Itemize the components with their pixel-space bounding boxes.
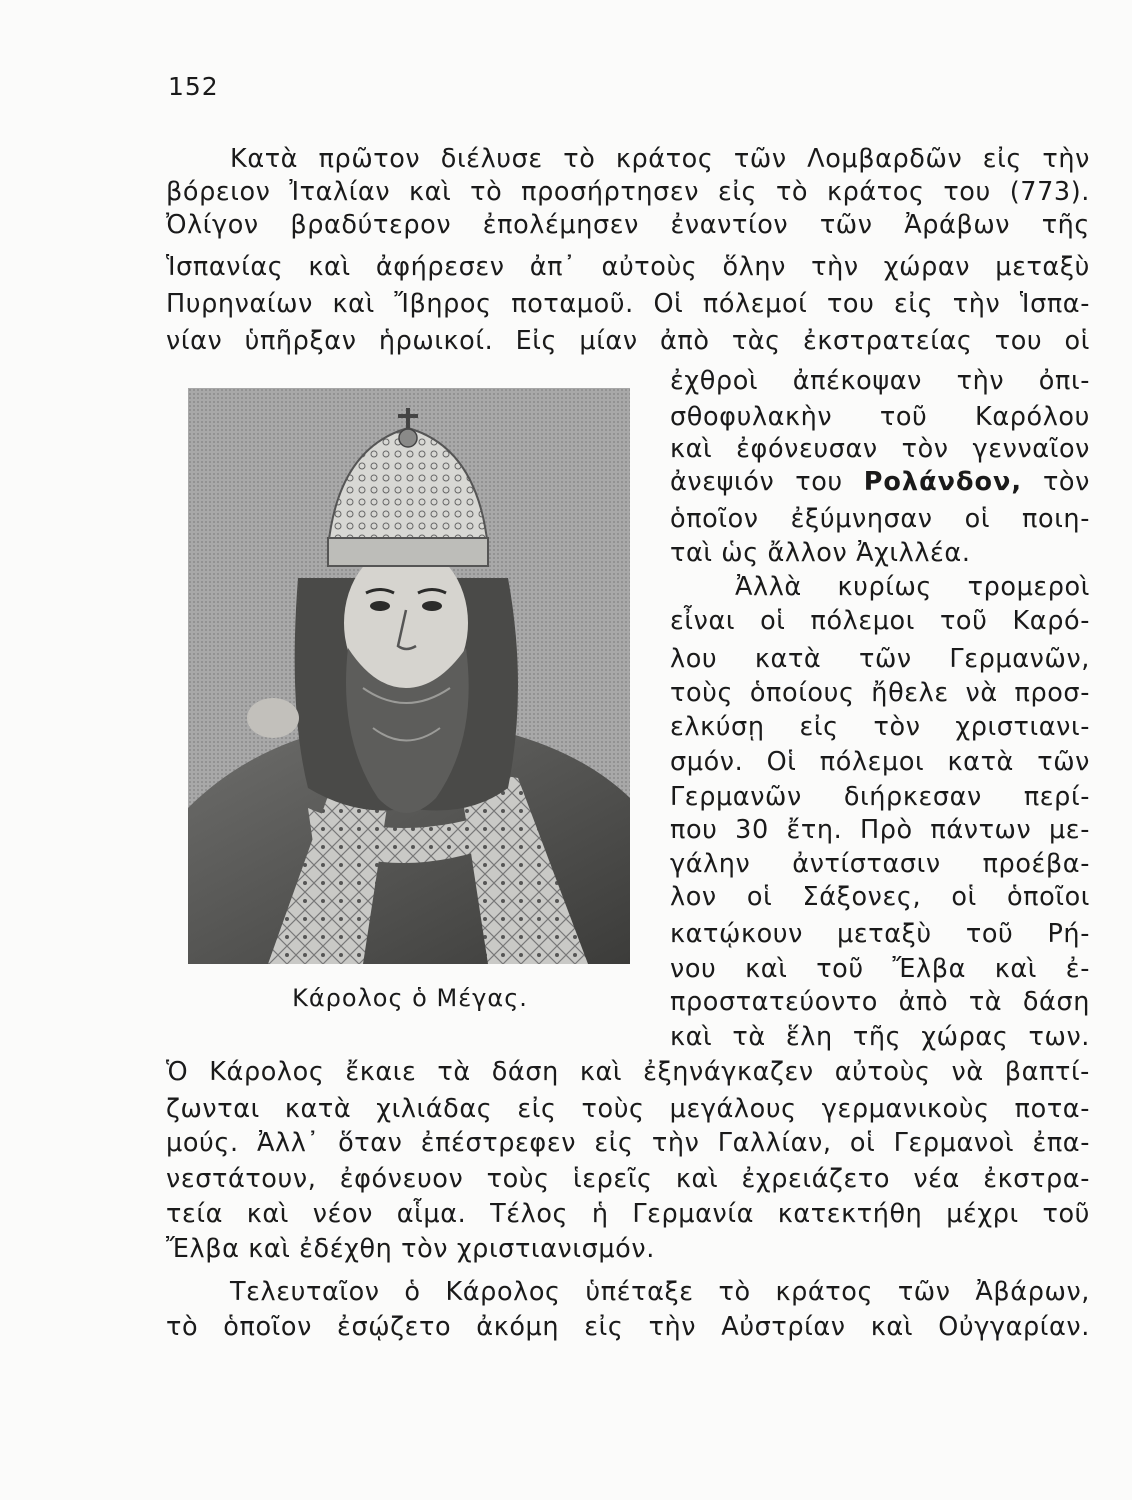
text-line: καὶ ἐφόνευσαν τὸν γενναῖον [670, 434, 1090, 464]
text-line: σθοφυλακὴν τοῦ Καρόλου [670, 402, 1090, 432]
text-line: νου καὶ τοῦ Ἔλβα καὶ ἐ- [670, 954, 1090, 984]
text-line: ὁποῖον ἐξύμνησαν οἱ ποιη- [670, 504, 1090, 534]
text-line: Ὀλίγον βραδύτερον ἐπολέμησεν ἐναντίον τῶν Ἀράβων τῆς [166, 210, 1090, 240]
text-line: Πυρηναίων καὶ Ἴβηρος ποταμοῦ. Οἱ πόλεμοί του εἰς τὴν Ἱσπα- [166, 289, 1090, 319]
text-line: κατῴκουν μεταξὺ τοῦ Ρή- [670, 919, 1090, 949]
text-line: Τελευταῖον ὁ Κάρολος ὑπέταξε τὸ κράτος τῶν Ἀβάρων, [230, 1277, 1090, 1307]
text-line: που 30 ἔτη. Πρὸ πάντων με- [670, 815, 1090, 845]
text-line: καὶ τὰ ἕλη τῆς χώρας των. [670, 1022, 1090, 1052]
text-line: ελκύσῃ εἰς τὸν χριστιανι- [670, 712, 1090, 742]
text-line: νεστάτουν, ἐφόνευον τοὺς ἱερεῖς καὶ ἐχρειάζετο νέα ἐκστρα- [166, 1164, 1090, 1194]
text-line: νίαν ὑπῆρξαν ἡρωικοί. Εἰς μίαν ἀπὸ τὰς ἐκστρατείας του οἱ [166, 326, 1090, 356]
text-line: λον οἱ Σάξονες, οἱ ὁποῖοι [670, 882, 1090, 912]
text-line: Ἀλλὰ κυρίως τρομεροὶ [735, 572, 1090, 602]
page-number: 152 [168, 72, 219, 101]
text-line: προστατεύοντο ἀπὸ τὰ δάση [670, 987, 1090, 1017]
text-line: εἶναι οἱ πόλεμοι τοῦ Καρό- [670, 606, 1090, 636]
charlemagne-portrait [188, 388, 630, 964]
text-line: Κατὰ πρῶτον διέλυσε τὸ κράτος τῶν Λομβαρδῶν εἰς τὴν [230, 144, 1090, 174]
text-line: μούς. Ἀλλ᾿ ὅταν ἐπέστρεφεν εἰς τὴν Γαλλίαν, οἱ Γερμανοὶ ἐπα- [166, 1128, 1090, 1158]
text-line: λου κατὰ τῶν Γερμανῶν, [670, 644, 1090, 674]
text-line: ταὶ ὡς ἄλλον Ἀχιλλέα. [670, 538, 971, 568]
text-run: ἀνεψιόν του [670, 467, 864, 497]
text-line: Ἔλβα καὶ ἐδέχθη τὸν χριστιανισμόν. [166, 1234, 655, 1264]
name-roland: Ρολάνδον, [863, 467, 1023, 497]
text-line: Ὁ Κάρολος ἔκαιε τὰ δάση καὶ ἐξηνάγκαζεν αὐτοὺς νὰ βαπτί- [166, 1057, 1090, 1087]
portrait-caption: Κάρολος ὁ Μέγας. [292, 984, 528, 1012]
text-line: Γερμανῶν διήρκεσαν περί- [670, 782, 1090, 812]
text-line: τὸ ὁποῖον ἐσῴζετο ἀκόμη εἰς τὴν Αὐστρίαν καὶ Οὐγγαρίαν. [166, 1312, 1090, 1342]
text-line: γάλην ἀντίστασιν προέβα- [670, 849, 1090, 879]
text-line: βόρειον Ἰταλίαν καὶ τὸ προσήρτησεν εἰς τὸ κράτος του (773). [166, 177, 1090, 207]
roland-line [670, 465, 1090, 499]
text-line: ζωνται κατὰ χιλιάδας εἰς τοὺς μεγάλους γερμανικοὺς ποτα- [166, 1094, 1090, 1124]
text-line: ἐχθροὶ ἀπέκοψαν τὴν ὀπι- [670, 366, 1090, 396]
text-line: τοὺς ὁποίους ἤθελε νὰ προσ- [670, 678, 1090, 708]
text-line: τεία καὶ νέον αἷμα. Τέλος ἡ Γερμανία κατεκτήθη μέχρι τοῦ [166, 1199, 1090, 1229]
text-run: τὸν [1022, 467, 1090, 497]
text-line: σμόν. Οἱ πόλεμοι κατὰ τῶν [670, 747, 1090, 777]
text-line: Ἱσπανίας καὶ ἀφήρεσεν ἀπ᾿ αὐτοὺς ὅλην τὴν χώραν μεταξὺ [166, 252, 1090, 282]
